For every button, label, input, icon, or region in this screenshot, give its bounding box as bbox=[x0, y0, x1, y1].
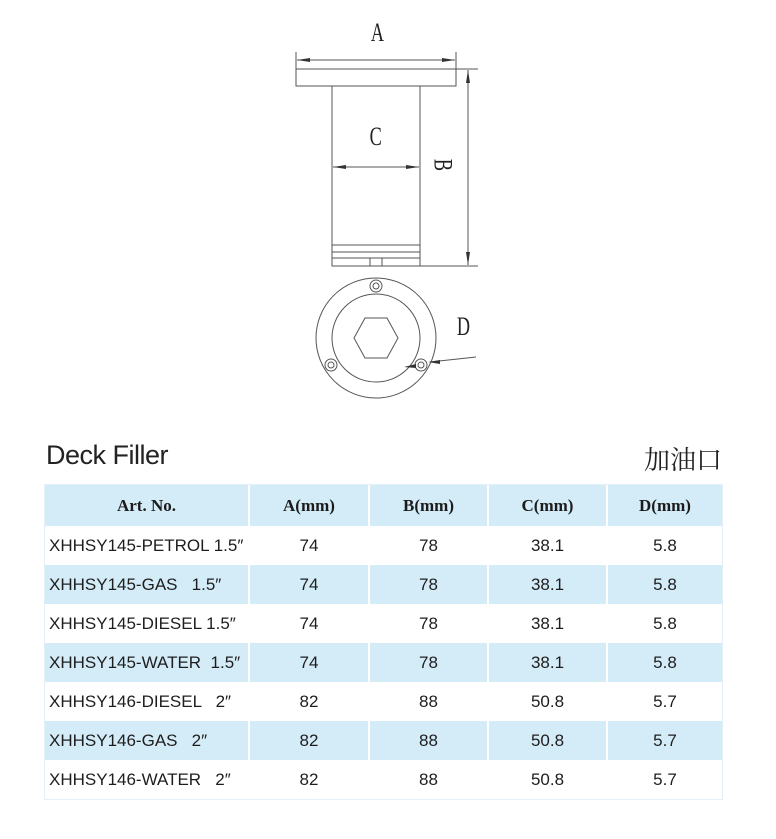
table-row bbox=[45, 643, 722, 682]
cell-art-no: XHHSY146-WATER 2″ bbox=[45, 760, 249, 799]
cell-art-no: XHHSY145-PETROL 1.5″ bbox=[45, 526, 249, 565]
cell-d: 5.8 bbox=[607, 526, 722, 565]
dimension-label-b: B bbox=[428, 158, 458, 172]
dimension-label-a: A bbox=[370, 18, 384, 47]
cell-d: 5.8 bbox=[607, 643, 722, 682]
cell-a: 74 bbox=[249, 604, 369, 643]
table-row bbox=[45, 682, 722, 721]
cell-art-no: XHHSY145-WATER 1.5″ bbox=[45, 643, 249, 682]
cell-c: 50.8 bbox=[488, 682, 607, 721]
product-title-chinese: 加油口 bbox=[643, 446, 722, 476]
cell-a: 74 bbox=[249, 526, 369, 565]
table-row bbox=[45, 721, 722, 760]
cell-a: 74 bbox=[249, 565, 369, 604]
cell-c: 38.1 bbox=[488, 643, 607, 682]
header-b: B(mm) bbox=[369, 485, 488, 526]
cell-a: 82 bbox=[249, 682, 369, 721]
cell-a: 82 bbox=[249, 760, 369, 799]
cell-c: 38.1 bbox=[488, 604, 607, 643]
header-art-no: Art. No. bbox=[45, 485, 249, 526]
cell-d: 5.7 bbox=[607, 760, 722, 799]
cell-art-no: XHHSY145-DIESEL 1.5″ bbox=[45, 604, 249, 643]
header-a: A(mm) bbox=[249, 485, 369, 526]
table-row bbox=[45, 526, 722, 565]
cell-c: 38.1 bbox=[488, 565, 607, 604]
dimension-label-c: C bbox=[369, 122, 382, 151]
cell-art-no: XHHSY146-GAS 2″ bbox=[45, 721, 249, 760]
cell-a: 82 bbox=[249, 721, 369, 760]
cell-d: 5.7 bbox=[607, 721, 722, 760]
cell-c: 38.1 bbox=[488, 526, 607, 565]
cell-a: 74 bbox=[249, 643, 369, 682]
header-c: C(mm) bbox=[488, 485, 607, 526]
table-row bbox=[45, 565, 722, 604]
cell-b: 88 bbox=[369, 682, 488, 721]
cell-d: 5.7 bbox=[607, 682, 722, 721]
cell-c: 50.8 bbox=[488, 721, 607, 760]
dimension-label-d: D bbox=[456, 312, 470, 341]
specification-table bbox=[45, 485, 722, 799]
cell-c: 50.8 bbox=[488, 760, 607, 799]
cell-b: 88 bbox=[369, 760, 488, 799]
product-title-english: Deck Filler bbox=[46, 440, 169, 470]
cell-d: 5.8 bbox=[607, 565, 722, 604]
header-d: D(mm) bbox=[607, 485, 722, 526]
cell-b: 78 bbox=[369, 604, 488, 643]
table-header-row bbox=[45, 485, 722, 526]
cell-b: 78 bbox=[369, 526, 488, 565]
cell-d: 5.8 bbox=[607, 604, 722, 643]
cell-b: 88 bbox=[369, 721, 488, 760]
cell-art-no: XHHSY146-DIESEL 2″ bbox=[45, 682, 249, 721]
table-row bbox=[45, 604, 722, 643]
table-row bbox=[45, 760, 722, 799]
cell-b: 78 bbox=[369, 643, 488, 682]
cell-art-no: XHHSY145-GAS 1.5″ bbox=[45, 565, 249, 604]
product-title-row bbox=[46, 440, 722, 480]
cell-b: 78 bbox=[369, 565, 488, 604]
